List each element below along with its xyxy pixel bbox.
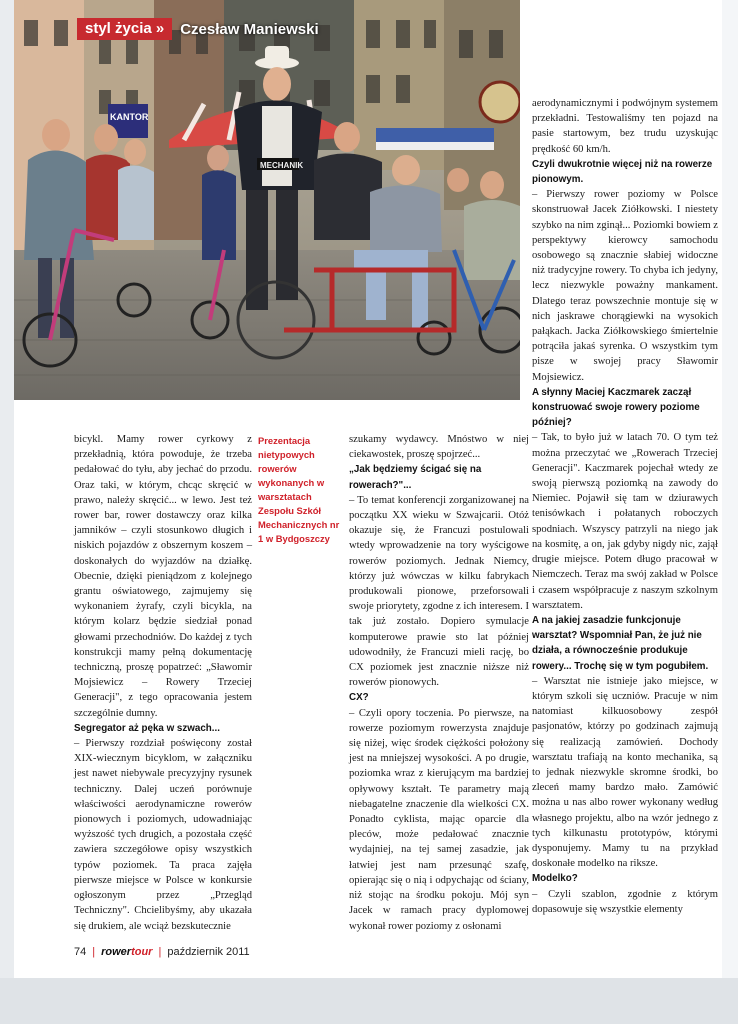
- page-edge: [722, 0, 738, 1024]
- brand-part-a: rower: [101, 946, 132, 958]
- interview-question: Segregator aż pęka w szwach...: [74, 722, 220, 734]
- photo-caption: Prezentacja nietypowych rowerów wykonanych w warsztatach Zespołu Szkół Mechanicznych nr 1 w Bydgoszczy: [258, 435, 340, 544]
- interview-question: „Jak będziemy ścigać się na rowerach?"...: [349, 464, 482, 491]
- text-column-1: [74, 432, 252, 934]
- shop-sign-text: KANTOR: [110, 112, 149, 122]
- section-header: [77, 18, 319, 40]
- right-text-column: [532, 96, 718, 917]
- footer-separator: |: [92, 946, 96, 958]
- paragraph: bicykl. Mamy rower cyrkowy z przekładnią, która powoduje, że trzeba pedałować do tyłu, aby jechać do przodu. Oraz taki, w którym, chcąc skręcić w prawo, należy skręcić... w lewo. Jest też rower bar, rower dostawczy oraz kilka jamników – czyli stosunkowo długich i niskich pojazdów z obszernym koszem – doskonałych do wyjazdów na działkę. Obecnie, dzięki pieniądzom z kolejnego grantu oświatowego, zajmujemy się wykonaniem żyrafy, czyli bicykla, na którym kolarz będzie siedział ponad głowami przechodniów. Do każdej z tych konstrukcji mamy pełną dokumentację techniczną, proszę popatrzeć: „Sławomir Mojsiewicz – Rowery Trzeciej Generacji", z tego opracowania jestem szczególnie dumny.: [74, 434, 252, 719]
- shirt-label-text: MECHANIK: [260, 161, 304, 170]
- paragraph: – Czyli szablon, zgodnie z którym dopasowuje się wszystkie elementy: [532, 888, 718, 915]
- paragraph: szukamy wydawcy. Mnóstwo w niej ciekawostek, proszę spojrzeć...: [349, 434, 529, 461]
- paragraph: – Warsztat nie istnieje jako miejsce, w którym szkoli się uczniów. Pracuje w nim natomiast kilkuosobowy zespół pasjonatów, którzy po godzinach zajmują się realizacją zamówień. Dochody warsztatu trafiają na konto mechanika, są to jednak niezwykle skromne środki, bo zleceń mamy bardzo mało. Zamówić można u nas albo rower wykonany według własnego projektu, albo na wzór jednego z tych kilkunastu prototypów, którymi dysponujemy. Mamy tu na przykład doskonałe modelko na riksze.: [532, 675, 718, 870]
- footer-separator: |: [158, 946, 162, 958]
- interview-question: A słynny Maciej Kaczmarek zaczął konstruować swoje rowery poziome później?: [532, 386, 700, 429]
- paragraph: – Pierwszy rozdział poświęcony został XIX-wiecznym bicyklom, w załączniku jest nawet niebywale precyzyjny rysunek techniczny. Dalej uczeń porównuje właściwości aerodynamiczne rowerów pionowych i poziomych, udowadniając wyższość tych drugich, a pozostała część zawiera szczegółowe opisy wszystkich typów poziomek. Ta praca zajęła pierwsze miejsce w Polsce w konkursie ogłoszonym przez „Przegląd Techniczny". Chcielibyśmy, aby ukazała się drukiem, ale wciąż bezskutecznie: [74, 738, 252, 932]
- interview-question: A na jakiej zasadzie funkcjonuje warsztat? Wspomniał Pan, że już nie działa, a równocześnie produkuje rowery... Trochę się w tym pogubiłem.: [532, 614, 709, 672]
- paragraph: – Czyli opory toczenia. Po pierwsze, na rowerze poziomym rowerzysta znajduje się niżej, więc środek ciężkości położony jest na mniejszej wysokości. A po drugie, poziomka wraz z kierującym ma bardziej opływowy kształt. Te parametry mają niebagatelne znaczenie dla wielkości CX. Ponadto cyklista, mając oparcie dla pleców, może pedałować znacznie wydajniej, na tej samej zasadzie, jak łatwiej jest nam przesunąć szafę, opierając się o nią i odpychając od ściany, niż stojąc na środku pokoju. Mój syn Jacek w ramach pracy dyplomowej wykonał rower poziomy z osłonami: [349, 707, 529, 932]
- magazine-page: [14, 0, 722, 978]
- street-photo-illustration: [14, 0, 520, 400]
- page-footer: [74, 946, 250, 958]
- paragraph: – Pierwszy rower poziomy w Polsce skonstruował Jacek Ziółkowski. I niestety szybko na nim zginął... Poziomki bowiem z perspektywy kierowcy samochodu osobowego są znacznie słabiej widoczne niż tradycyjne rowery. To chyba ich jedyny, lecz niezwykle poważny mankament. Dlatego teraz powszechnie montuje się w nich jaskrawe chorągiewki na wysokich pałąkach. Jacka Ziółkowskiego śmiertelnie potrąciła jakaś syrenka. O wszystkim tym pisze w swojej pracy Sławomir Mojsiewicz.: [532, 189, 718, 383]
- interview-question: Modelko?: [532, 873, 578, 885]
- scan-margin: [0, 978, 738, 1024]
- author-name: Czesław Maniewski: [180, 20, 319, 38]
- issue-date: październik 2011: [167, 946, 250, 958]
- paragraph: – Tak, to było już w latach 70. O tym też można przeczytać we „Rowerach Trzeciej Generacji". Kaczmarek pojechał wtedy ze swoją pierwszą poziomką na zawody do Niemiec. Pojawił się tam w dziurawych tenisówkach i połatanych roboczych spodniach. Wszyscy patrzyli na niego jak na kosmitę, a on, jak gdyby nigdy nic, zajął drugie miejsce. Potem długo pracował w Niemczech. Teraz ma swój zakład w Polsce i czasem współpracuje z naszym szkolnym warsztatem.: [532, 432, 718, 611]
- page-number: 74: [74, 946, 87, 958]
- interview-question: Czyli dwukrotnie więcej niż na rowerze pionowym.: [532, 158, 713, 186]
- article-photo: [14, 0, 520, 400]
- paragraph: – To temat konferencji zorganizowanej na początku XX wieku w Szwajcarii. Otóż okazuje się, że Francuzi postulowali wtedy wprowadzenie na tory wyścigowe rowerów poziomych. Jednak Niemcy, którzy już wówczas w kilku fabrykach produkowali pionowe, przeforsowali swoje priorytety, zgodne z ich interesem. I tak już zostało. Dopiero symulacje komputerowe prawie sto lat później udowodniły, że Francuzi mieli rację, bo CX poziomek jest znacznie niższe niż rowerów pionowych.: [349, 494, 529, 689]
- section-label: styl życia »: [77, 18, 172, 40]
- text-column-2: [349, 432, 529, 934]
- magazine-brand: [101, 946, 152, 958]
- paragraph: aerodynamicznymi i podwójnym systemem przekładni. Testowaliśmy ten pojazd na pasie startowym, bez trudu uzyskując prędkość 60 km/h.: [532, 98, 718, 155]
- interview-question: CX?: [349, 692, 369, 704]
- brand-part-b: tour: [131, 946, 153, 958]
